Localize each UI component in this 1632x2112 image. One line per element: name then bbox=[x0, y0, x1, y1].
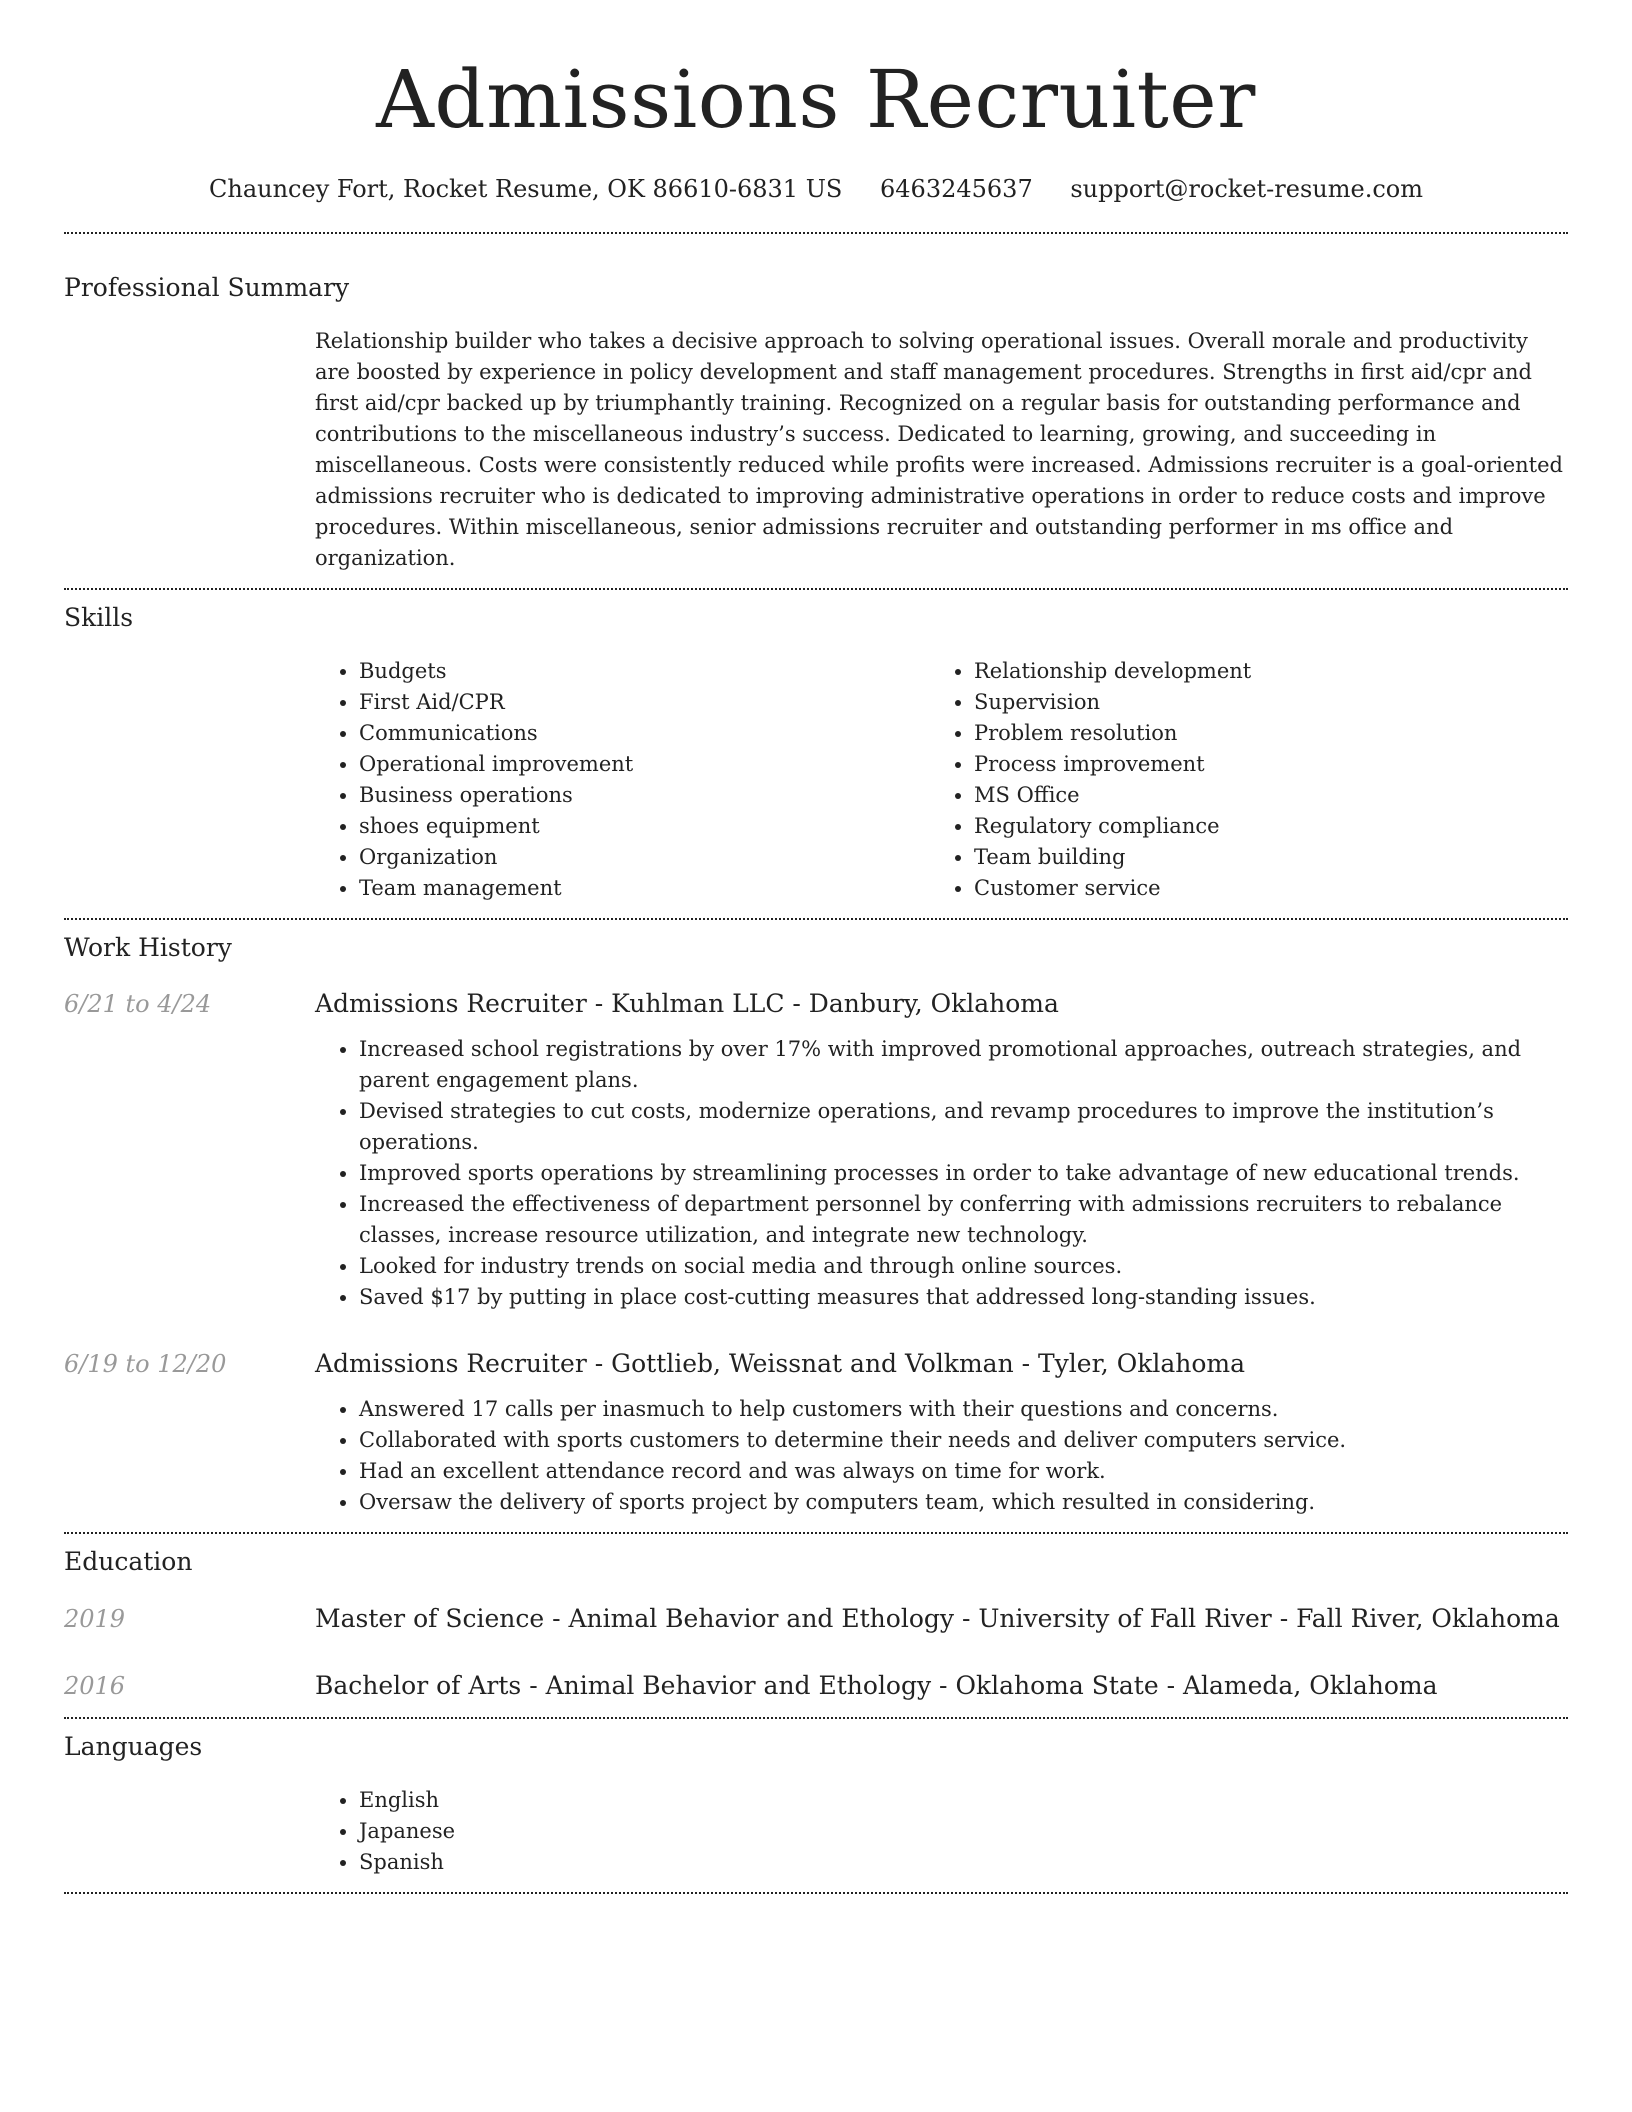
skill-item: • MS Office bbox=[974, 780, 1545, 811]
education-heading: Education bbox=[64, 1547, 193, 1576]
job-entry bbox=[64, 987, 1568, 1313]
languages-divider bbox=[64, 1892, 1568, 1894]
skill-item: • Organization bbox=[359, 842, 930, 873]
job-bullet: • Answered 17 calls per inasmuch to help customers with their questions and concerns. bbox=[359, 1394, 1568, 1425]
language-item: • English bbox=[359, 1785, 1568, 1816]
skill-item: • shoes equipment bbox=[359, 811, 930, 842]
job-bullet: • Looked for industry trends on social media and through online sources. bbox=[359, 1251, 1568, 1282]
education-degree: Master of Science - Animal Behavior and Ethology - University of Fall River - Fall River, Oklahoma bbox=[315, 1604, 1560, 1633]
job-bullet: • Oversaw the delivery of sports project by computers team, which resulted in considering. bbox=[359, 1487, 1568, 1518]
skill-item: • Supervision bbox=[974, 687, 1545, 718]
skill-item: • First Aid/CPR bbox=[359, 687, 930, 718]
resume-header bbox=[64, 0, 1568, 206]
job-title: Admissions Recruiter - Gottlieb, Weissnat and Volkman - Tyler, Oklahoma bbox=[315, 1349, 1246, 1378]
skill-item: • Team management bbox=[359, 873, 930, 904]
skills-heading: Skills bbox=[64, 603, 134, 632]
skill-item: • Operational improvement bbox=[359, 749, 930, 780]
job-dates: 6/21 to 4/24 bbox=[64, 990, 212, 1018]
language-item: • Japanese bbox=[359, 1816, 1568, 1847]
job-bullet: • Devised strategies to cut costs, modernize operations, and revamp procedures to improve the institution’s operations. bbox=[359, 1096, 1568, 1158]
skill-item: • Relationship development bbox=[974, 656, 1545, 687]
skill-item: • Team building bbox=[974, 842, 1545, 873]
job-bullet: • Increased school registrations by over 17% with improved promotional approaches, outreach strategies, and parent engagement plans. bbox=[359, 1034, 1568, 1096]
skill-item: • Customer service bbox=[974, 873, 1545, 904]
job-bullet: • Improved sports operations by streamlining processes in order to take advantage of new educational trends. bbox=[359, 1158, 1568, 1189]
education-degree: Bachelor of Arts - Animal Behavior and Ethology - Oklahoma State - Alameda, Oklahoma bbox=[315, 1671, 1438, 1700]
job-dates: 6/19 to 12/20 bbox=[64, 1350, 227, 1378]
candidate-name: Admissions Recruiter bbox=[376, 53, 1256, 146]
skill-item: • Business operations bbox=[359, 780, 930, 811]
skill-item: • Budgets bbox=[359, 656, 930, 687]
skill-item: • Communications bbox=[359, 718, 930, 749]
job-bullet: • Saved $17 by putting in place cost-cutting measures that addressed long-standing issues. bbox=[359, 1282, 1568, 1313]
skills-column-right bbox=[930, 656, 1545, 904]
contact-line bbox=[64, 172, 1568, 206]
job-bullet: • Had an excellent attendance record and was always on time for work. bbox=[359, 1456, 1568, 1487]
summary-section bbox=[64, 234, 1568, 588]
contact-address: Chauncey Fort, Rocket Resume, OK 86610-6831 US bbox=[209, 175, 843, 203]
education-entry bbox=[64, 1602, 1568, 1636]
languages-heading: Languages bbox=[64, 1732, 203, 1761]
skill-item: • Process improvement bbox=[974, 749, 1545, 780]
education-entry bbox=[64, 1669, 1568, 1703]
skill-item: • Regulatory compliance bbox=[974, 811, 1545, 842]
skills-column-left bbox=[315, 656, 930, 904]
language-item: • Spanish bbox=[359, 1847, 1568, 1878]
work-history-section bbox=[64, 920, 1568, 1532]
contact-phone: 6463245637 bbox=[880, 175, 1033, 203]
job-bullet: • Collaborated with sports customers to determine their needs and deliver computers service. bbox=[359, 1425, 1568, 1456]
education-year: 2019 bbox=[64, 1605, 126, 1633]
job-bullet: • Increased the effectiveness of department personnel by conferring with admissions recruiters to rebalance classes, increase resource utilization, and integrate new technology. bbox=[359, 1189, 1568, 1251]
contact-email: support@rocket-resume.com bbox=[1070, 175, 1423, 203]
job-title: Admissions Recruiter - Kuhlman LLC - Danbury, Oklahoma bbox=[315, 989, 1059, 1018]
education-year: 2016 bbox=[64, 1672, 126, 1700]
summary-heading: Professional Summary bbox=[64, 273, 350, 302]
job-entry bbox=[64, 1347, 1568, 1518]
skills-section bbox=[64, 590, 1568, 918]
education-section bbox=[64, 1534, 1568, 1717]
skill-item: • Problem resolution bbox=[974, 718, 1545, 749]
languages-section bbox=[64, 1719, 1568, 1892]
work-history-heading: Work History bbox=[64, 933, 232, 962]
summary-text: Relationship builder who takes a decisive approach to solving operational issues. Overall morale and productivity are boosted by experience in policy development and staff management procedures. Strengths in first aid/cpr and first aid/cpr backed up by triumphantly training. Recognized on a regular basis for outstanding performance and contributions to the miscellaneous industry’s success. Dedicated to learning, growing, and succeeding in miscellaneous. Costs were consistently reduced while profits were increased. Admissions recruiter is a goal-oriented admissions recruiter who is dedicated to improving administrative operations in order to reduce costs and improve procedures. Within miscellaneous, senior admissions recruiter and outstanding performer in ms office and organization. bbox=[315, 329, 1563, 570]
